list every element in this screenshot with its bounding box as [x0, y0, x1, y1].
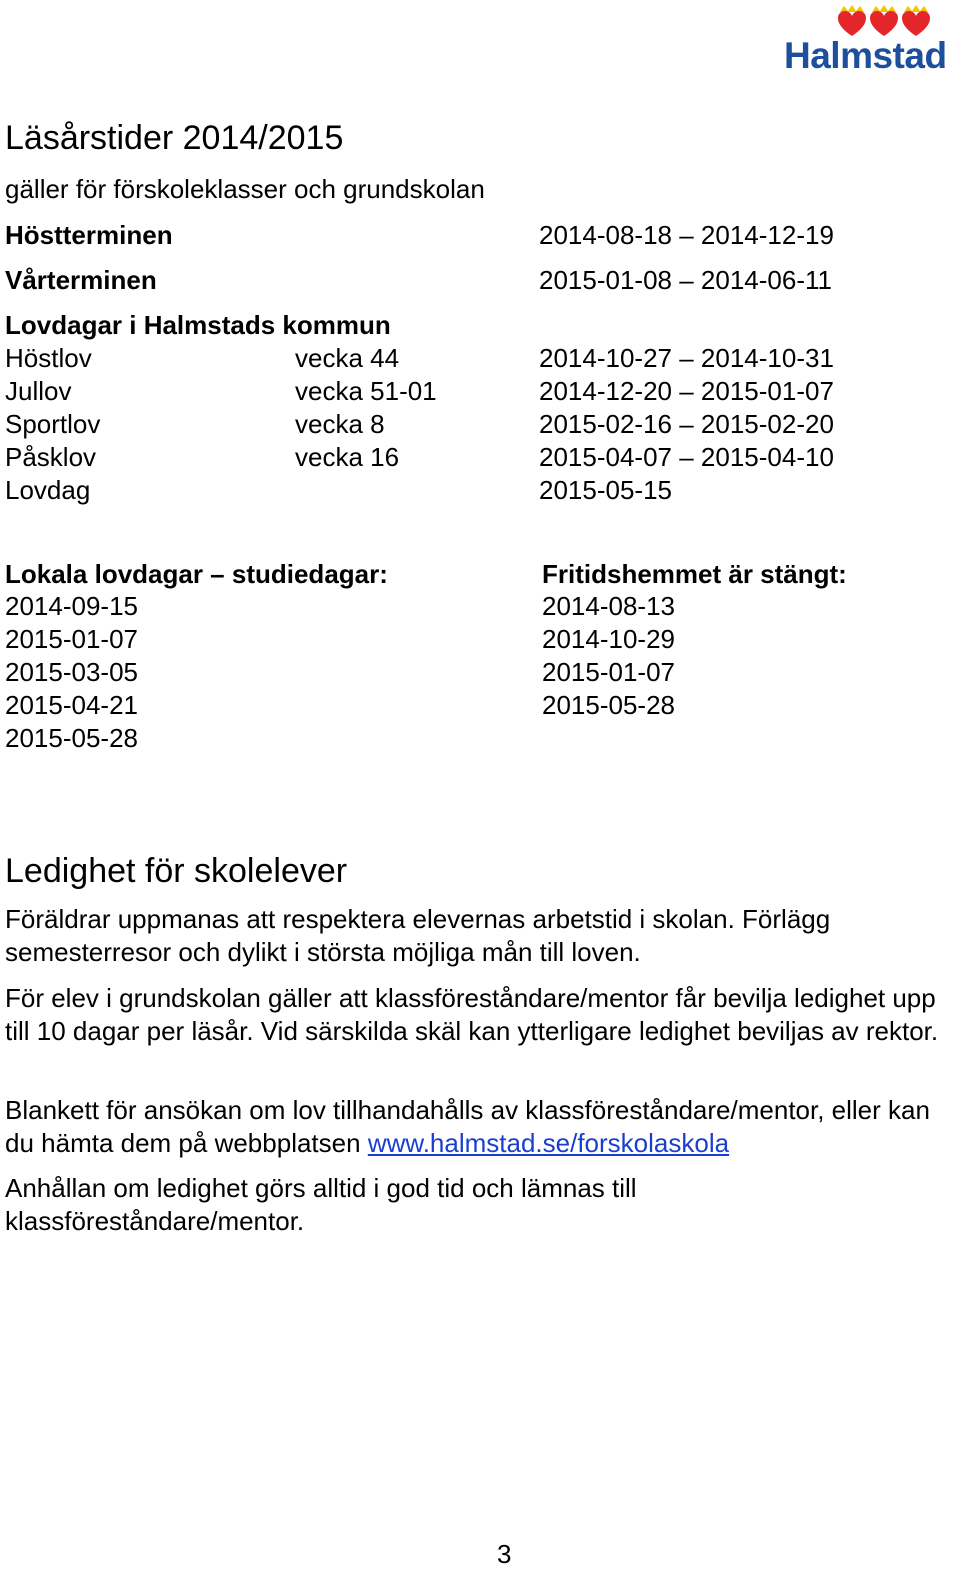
holiday-dates: 2015-04-07 – 2015-04-10: [539, 442, 834, 472]
holiday-name: Höstlov: [5, 343, 92, 373]
page-subtitle: gäller för förskoleklasser och grundskolan: [5, 174, 485, 204]
local-day-date: 2014-09-15: [5, 591, 138, 621]
holiday-week: vecka 44: [295, 343, 400, 373]
holiday-dates: 2014-10-27 – 2014-10-31: [539, 343, 834, 373]
local-day-date: 2015-03-05: [5, 657, 138, 687]
fritids-closed-list: [542, 590, 675, 722]
local-day-date: 2015-01-07: [5, 624, 138, 654]
holiday-row: [5, 342, 905, 375]
page-title: Läsårstider 2014/2015: [5, 119, 344, 157]
logo-wordmark: Halmstad: [784, 35, 947, 76]
local-days-heading: Lokala lovdagar – studiedagar:: [5, 559, 388, 589]
local-days-list: [5, 590, 138, 755]
holiday-row: [5, 408, 905, 441]
local-day-date: 2015-05-28: [5, 723, 138, 753]
leave-heading: Ledighet för skolelever: [5, 852, 348, 890]
leave-paragraph-1: Föräldrar uppmanas att respektera elevernas arbetstid i skolan. Förlägg semesterresor och dylikt i största möjliga mån till loven.: [5, 904, 831, 967]
crowned-hearts-icon: [836, 4, 938, 38]
holiday-name: Jullov: [5, 376, 72, 406]
holiday-week: vecka 51-01: [295, 376, 437, 406]
local-day-date: 2015-04-21: [5, 690, 138, 720]
spring-term-dates: 2015-01-08 – 2014-06-11: [539, 265, 832, 295]
leave-paragraph-3: [5, 1094, 940, 1160]
autumn-term-dates: 2014-08-18 – 2014-12-19: [539, 220, 834, 250]
fritids-closed-date: 2015-05-28: [542, 690, 675, 720]
leave-paragraph-4: Anhållan om ledighet görs alltid i god tid och lämnas till klassföreståndare/mentor.: [5, 1173, 637, 1236]
holiday-row: [5, 441, 905, 474]
holidays-heading: Lovdagar i Halmstads kommun: [5, 310, 391, 340]
holiday-row: [5, 375, 905, 408]
autumn-term-label: Höstterminen: [5, 220, 173, 250]
fritids-closed-date: 2014-08-13: [542, 591, 675, 621]
halmstad-logo: [784, 4, 947, 76]
fritids-closed-date: 2015-01-07: [542, 657, 675, 687]
leave-paragraph-2: För elev i grundskolan gäller att klassföreståndare/mentor får bevilja ledighet upp till 10 dagar per läsår. Vid särskilda skäl kan ytterligare ledighet beviljas av rektor.: [5, 983, 939, 1046]
holiday-week: vecka 16: [295, 442, 400, 472]
holiday-dates: 2014-12-20 – 2015-01-07: [539, 376, 834, 406]
holiday-row: [5, 474, 905, 507]
website-link[interactable]: www.halmstad.se/forskolaskola: [367, 1128, 730, 1158]
holiday-week: vecka 8: [295, 409, 385, 439]
holiday-dates: 2015-05-15: [539, 475, 672, 505]
leave-paragraph-3-text: Blankett för ansökan om lov tillhandahålls av klassföreståndare/mentor, eller kan du hämta dem på webbplatsen: [5, 1095, 930, 1158]
fritids-closed-date: 2014-10-29: [542, 624, 675, 654]
holiday-name: Påsklov: [5, 442, 97, 472]
spring-term-label: Vårterminen: [5, 265, 157, 295]
page-number: 3: [497, 1539, 512, 1569]
holiday-name: Lovdag: [5, 475, 91, 505]
holiday-dates: 2015-02-16 – 2015-02-20: [539, 409, 834, 439]
holiday-name: Sportlov: [5, 409, 101, 439]
fritids-closed-heading: Fritidshemmet är stängt:: [542, 559, 847, 589]
